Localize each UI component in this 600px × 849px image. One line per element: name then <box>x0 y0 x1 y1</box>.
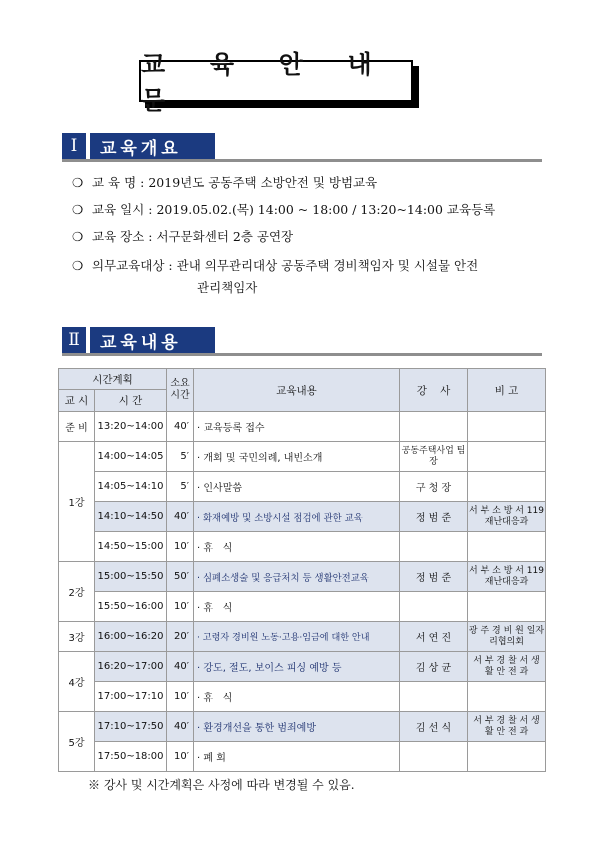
header-content: 교육내용 <box>194 369 400 412</box>
overview-target: ❍ 의무교육대상 : 관내 의무관리대상 공동주택 경비책임자 및 시설물 안전 <box>72 256 478 276</box>
circle-bullet-icon: ❍ <box>72 258 84 273</box>
overview-place: ❍ 교육 장소 : 서구문화센터 2층 공연장 <box>72 227 293 247</box>
overview-date: ❍ 교육 일시 : 2019.05.02.(목) 14:00 ~ 18:00 / 13:20~14:00 교육등록 <box>72 200 495 220</box>
schedule-table <box>58 368 546 772</box>
circle-bullet-icon: ❍ <box>72 202 84 217</box>
table-row: 5강 17:10~17:50 40′ · 환경개선을 통한 범죄예방 김 선 식 서 부 경 찰 서 생 활 안 전 과 <box>59 712 546 742</box>
overview-target-cont: 관리책임자 <box>197 280 258 295</box>
table-row: 4강 16:20~17:00 40′ · 강도, 절도, 보이스 피싱 예방 등 김 상 균 서 부 경 찰 서 생 활 안 전 과 <box>59 652 546 682</box>
table-row: 14:10~14:50 40′ · 화재예방 및 소방시설 점검에 관한 교육 정 범 준 서 부 소 방 서 119재난대응과 <box>59 502 546 532</box>
circle-bullet-icon: ❍ <box>72 175 84 190</box>
footnote: ※ 강사 및 시간계획은 사정에 따라 변경될 수 있음. <box>88 778 355 792</box>
section-header-overview <box>62 133 542 162</box>
table-row: 15:50~16:00 10′ · 휴 식 <box>59 592 546 622</box>
header-period: 교 시 <box>59 390 95 412</box>
table-row: 14:50~15:00 10′ · 휴 식 <box>59 532 546 562</box>
circle-bullet-icon: ❍ <box>72 229 84 244</box>
table-row: 14:05~14:10 5′ · 인사말씀 구 청 장 <box>59 472 546 502</box>
title-text: 교 육 안 내 문 <box>141 50 390 115</box>
header-plan: 시간계획 <box>59 369 167 390</box>
header-lecturer: 강 사 <box>400 369 468 412</box>
table-row: 3강 16:00~16:20 20′ · 고령자 경비원 노동·고용·임금에 대한 안내 서 연 진 광 주 경 비 원 일자리협의회 <box>59 622 546 652</box>
document-title <box>139 50 413 115</box>
table-row: 1강 14:00~14:05 5′ · 개회 및 국민의례, 내빈소개 공동주택사업 팀 장 <box>59 442 546 472</box>
section-title: 교육내용 <box>90 327 215 353</box>
header-duration: 소요시간 <box>167 369 194 412</box>
section-number: Ⅰ <box>62 133 86 159</box>
header-note: 비 고 <box>468 369 546 412</box>
table-row: 17:50~18:00 10′ · 폐 회 <box>59 742 546 772</box>
section-number: Ⅱ <box>62 327 86 353</box>
section-header-content <box>62 327 542 356</box>
table-row: 17:00~17:10 10′ · 휴 식 <box>59 682 546 712</box>
table-row: 2강 15:00~15:50 50′ · 심폐소생술 및 응급처치 등 생활안전교육 정 범 준 서 부 소 방 서 119재난대응과 <box>59 562 546 592</box>
overview-name: ❍ 교 육 명 : 2019년도 공동주택 소방안전 및 방범교육 <box>72 173 377 193</box>
table-row: 준 비 13:20~14:00 40′ · 교육등록 접수 <box>59 412 546 442</box>
header-time: 시 간 <box>95 390 167 412</box>
section-title: 교육개요 <box>90 133 215 159</box>
